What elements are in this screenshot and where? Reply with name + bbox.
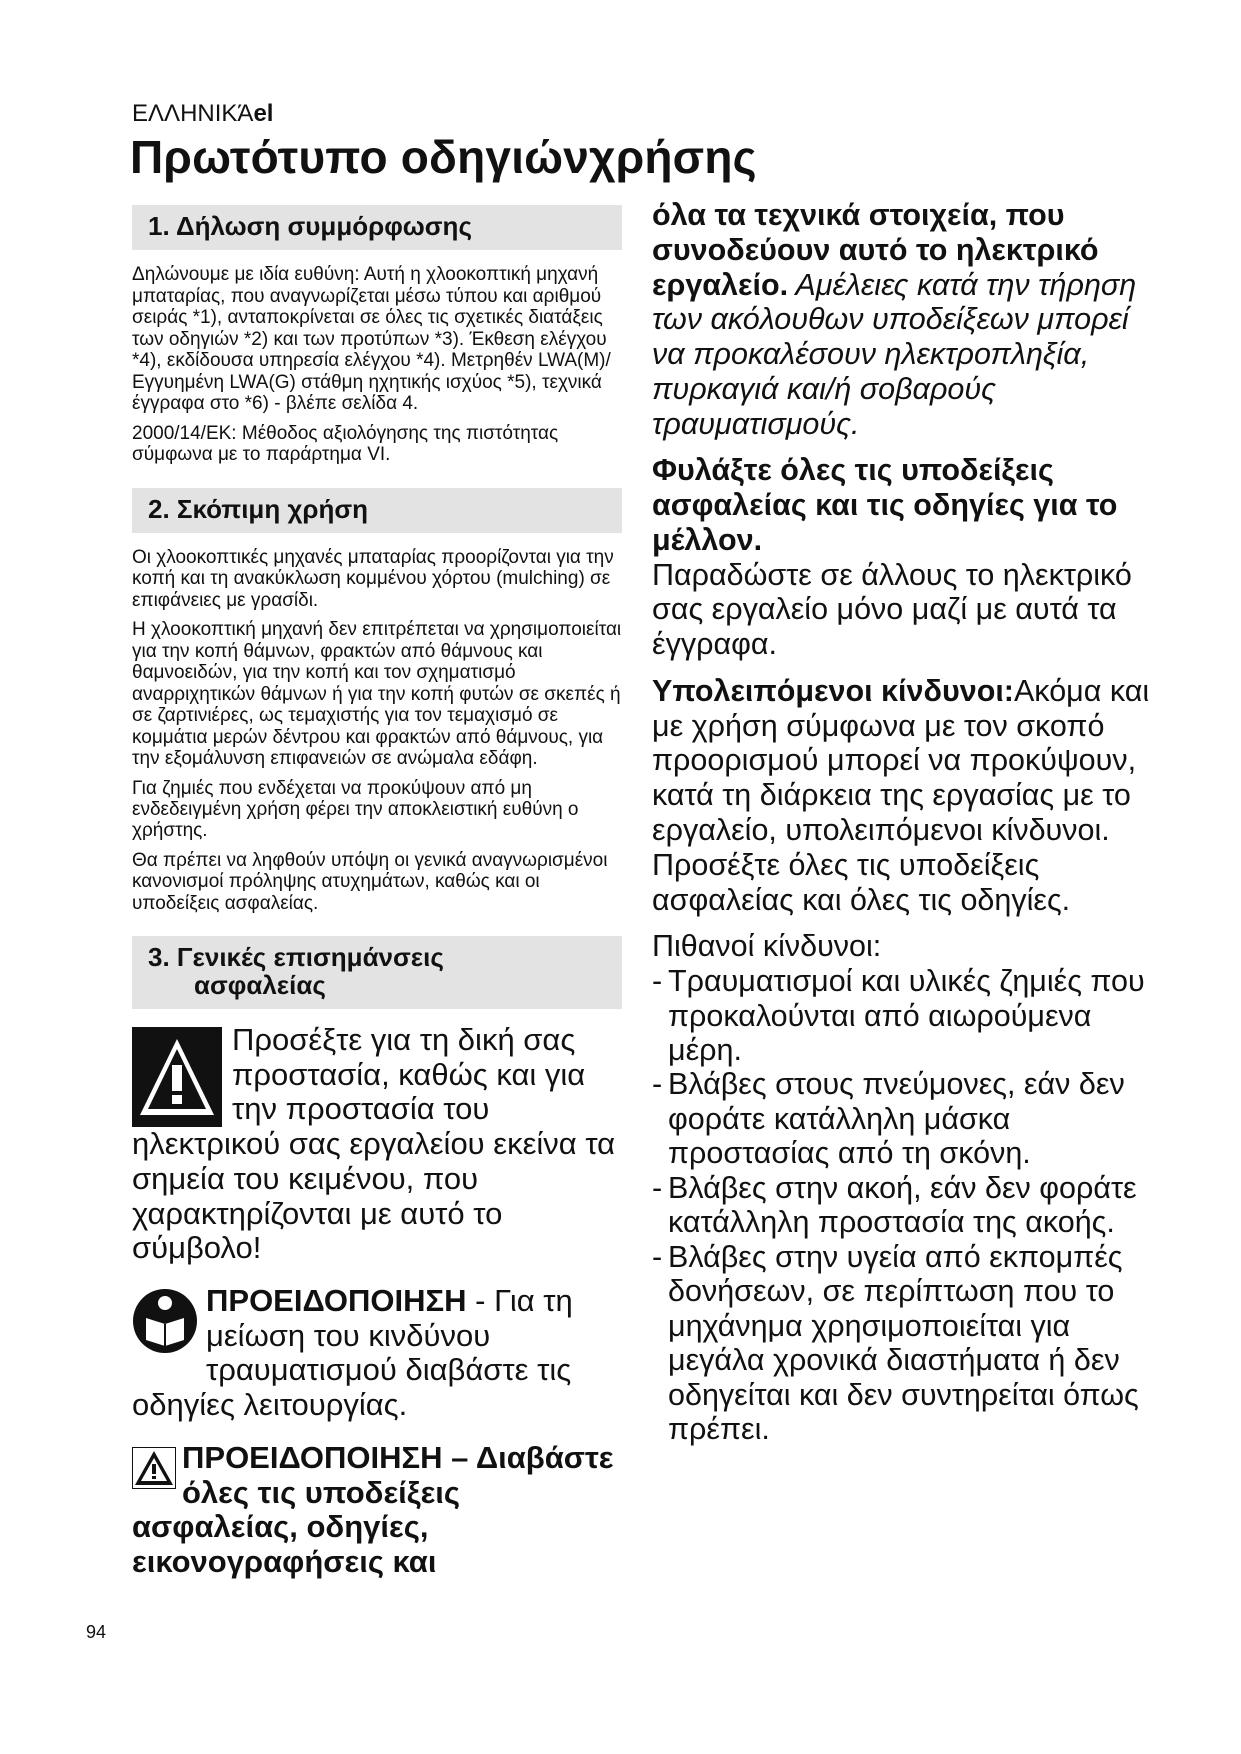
right-column [652,198,1162,1446]
language-label: ΕΛΛΗΝΙΚΆel [132,100,274,127]
section-2-paragraph: Οι χλοοκοπτικές μηχανές μπαταρίας προορίζονται για την κοπή και τη ανακύκλωση κομμένου χόρτου (mulching) σε επιφάνειες με γρασίδι. [132,546,614,611]
left-column [132,205,622,1580]
section-2-paragraph: Η χλοοκοπτική μηχανή δεν επιτρέπεται να χρησιμοποιείται για την κοπή θάμνων, φρακτών από θάμνους και θαμνοειδών, για την κοπή και τον σχηματισμό αναρριχητικών θάμνων ή για την κοπή φυτών σε σκεπές ή σε ζαρτινιέρες, ως τεμαχιστής για τον τεμαχισμό σε κομμάτια μερών δέντρου και φρακτών από θάμνους, για την εξομάλυνση επιφανειών σε ανώμαλα εδάφη. [132,619,622,770]
section-2-paragraph: Θα πρέπει να ληφθούν υπόψη οι γενικά αναγνωρισμένοι κανονισμοί πρόληψης ατυχημάτων, καθώς και οι υποδείξεις ασφαλείας. [132,849,608,914]
residual-risks-paragraph: Υπολειπόμενοι κίνδυνοι:Ακόμα και με χρήση σύμφωνα με τον σκοπό προορισμού μπορεί να προκύψουν, κατά τη διάρκεια της εργασίας με το εργαλείο, υπολειπόμενοι κίνδυνοι. Προσέξτε όλες τις υποδείξεις ασφαλείας και όλες τις οδηγίες. [652,673,1150,917]
section-2-heading: 2. Σκόπιμη χρήση [132,488,622,533]
right-paragraph-2-heading: Φυλάξτε όλες τις υποδείξεις ασφαλείας και τις οδηγίες για το μέλλον. [652,453,1118,557]
right-paragraph-2: Παραδώστε σε άλλους το ηλεκτρικό σας εργαλείο μόνο μαζί με αυτά τα έγγραφα. [652,557,1132,662]
section-1-heading: 1. Δήλωση συμμόρφωσης [132,205,622,250]
read-manual-warning: ΠΡΟΕΙΔΟΠΟΙΗΣΗ - Για τη μείωση του κινδύνου τραυματισμού διαβάστε τις οδηγίες λειτουργίας. [132,1282,573,1423]
possible-risks-label: Πιθανοί κίνδυνοι: [652,929,882,964]
page-number: 94 [86,1622,107,1642]
attention-notice: Προσέξτε για τη δική σας προστασία, καθώς και για την προστασία του ηλεκτρικού σας εργαλείου εκείνα τα σημεία του κειμένου, που χαρακτηρίζονται με αυτό το σύμβολο! [132,1021,616,1266]
right-paragraph-1: όλα τα τεχνικά στοιχεία, που συνοδεύουν αυτό το ηλεκτρικό εργαλείο. Αμέλειες κατά την τήρηση των ακόλουθων υποδείξεων μπορεί να προκαλέσουν ηλεκτροπληξία, πυρκαγιά και/ή σοβαρούς τραυματισμούς. [652,198,1137,441]
warning-triangle-icon [132,1447,176,1489]
read-instructions-warning: ΠΡΟΕΙΔΟΠΟΙΗΣΗ – Διαβάστε όλες τις υποδείξεις ασφαλείας, οδηγίες, εικονογραφήσεις και [132,1439,614,1579]
section-3-heading: 3. Γενικές επισημάνσεις ασφαλείας [132,936,622,1009]
read-manual-icon [132,1288,198,1354]
hazard-list [652,964,1162,1446]
list-item: - Βλάβες στην ακοή, εάν δεν φοράτε κατάλληλη προστασία της ακοής. [652,1171,1162,1240]
section-1-paragraph: 2000/14/ΕΚ: Μέθοδος αξιολόγησης της πιστότητας σύμφωνα με το παράρτημα VI. [132,422,559,466]
section-1-paragraph: Δηλώνουμε με ιδία ευθύνη: Αυτή η χλοοκοπτική μηχανή μπαταρίας, που αναγνωρίζεται μέσω τύπου και αριθμού σειράς *1), ανταποκρίνεται σε όλες τις σχετικές διατάξεις των οδηγιών *2) και των προτύπων *3). Έκθεση ελέγχου *4), εκδίδουσα υπηρεσία ελέγχου *4). Μετρηθέν LWA(M)/Εγγυημένη LWA(G) στάθμη ηχητικής ισχύος *5), τεχνικά έγγραφα στο *6) - βλέπε σελίδα 4. [132,264,611,415]
list-item: - Βλάβες στην υγεία από εκπομπές δονήσεων, σε περίπτωση που το μηχάνημα χρησιμοποιείται για μεγάλα χρονικά διαστήματα ή δεν οδηγείται και δεν συντηρείται όπως πρέπει. [652,1240,1162,1447]
list-item: - Τραυματισμοί και υλικές ζημιές που προκαλούνται από αιωρούμενα μέρη. [652,964,1162,1067]
warning-triangle-icon [132,1027,222,1127]
list-item: - Βλάβες στους πνεύμονες, εάν δεν φοράτε κατάλληλη μάσκα προστασίας από τη σκόνη. [652,1067,1162,1170]
section-2-paragraph: Για ζημιές που ενδέχεται να προκύψουν από μη ενδεδειγμένη χρήση φέρει την αποκλειστική ευθύνη ο χρήστης. [132,777,579,842]
page-title: Πρωτότυπο οδηγιώνχρήσης [130,131,757,183]
